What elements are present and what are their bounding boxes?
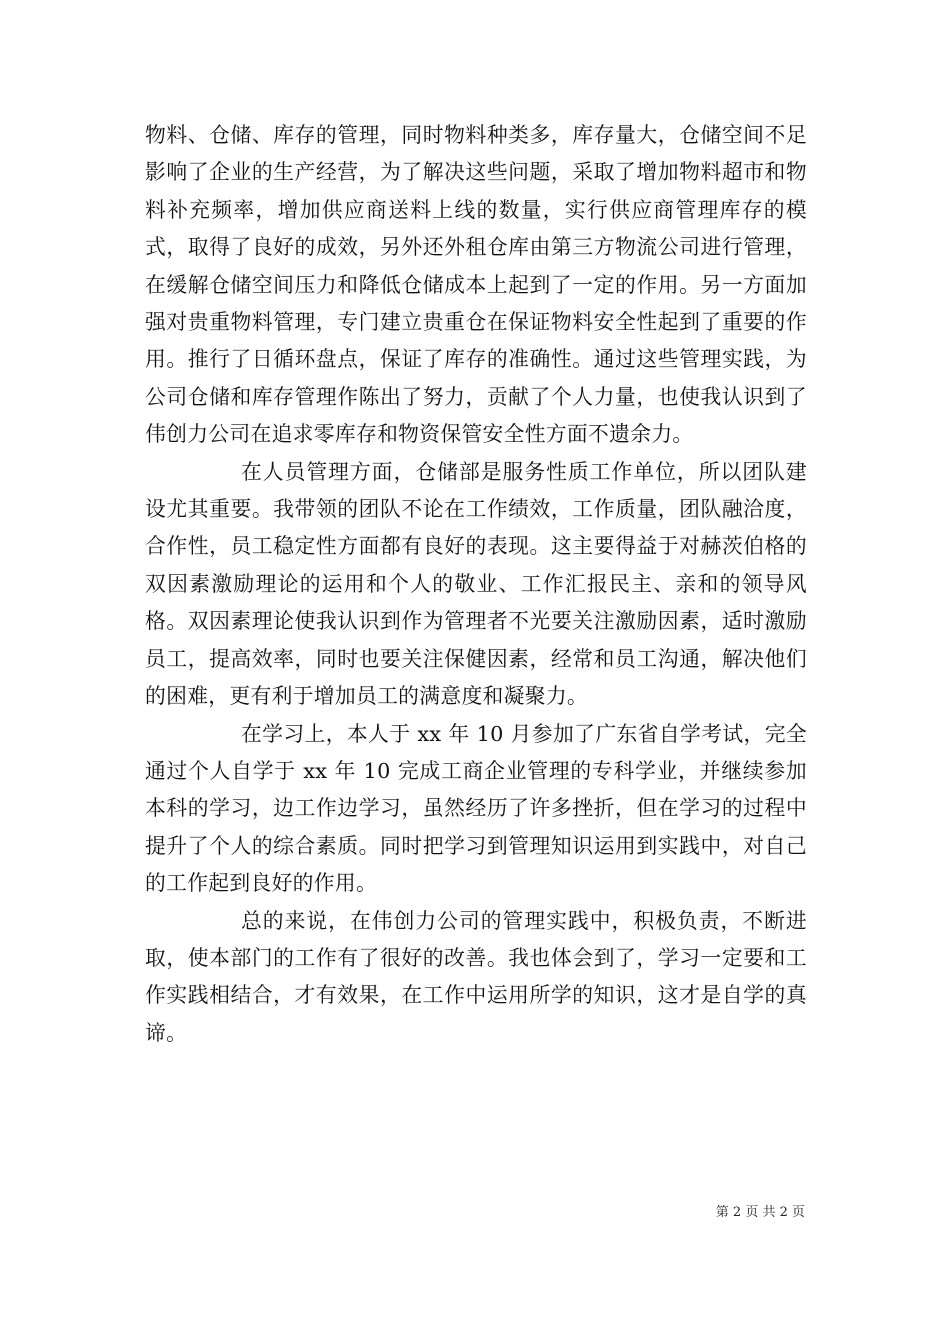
paragraph-summary: 总的来说，在伟创力公司的管理实践中，积极负责，不断进取，使本部门的工作有了很好的改善。我也体会到了，学习一定要和工作实践相结合，才有效果，在工作中运用所学的知识，这才是自学的真谛。	[145, 908, 807, 1045]
document-body	[145, 117, 807, 1052]
paragraph-personnel-management: 在人员管理方面，仓储部是服务性质工作单位，所以团队建设尤其重要。我带领的团队不论在工作绩效，工作质量，团队融洽度，合作性，员工稳定性方面都有良好的表现。这主要得益于对赫茨伯格的双因素激励理论的运用和个人的敬业、工作汇报民主、亲和的领导风格。双因素理论使我认识到作为管理者不光要关注激励因素，适时激励员工，提高效率，同时也要关注保健因素，经常和员工沟通，解决他们的困难，更有利于增加员工的满意度和凝聚力。	[145, 459, 807, 709]
page-number-footer: 第 2 页 共 2 页	[715, 1205, 805, 1220]
paragraph-study: 在学习上，本人于 xx 年 10 月参加了广东省自学考试，完全通过个人自学于 xx 年 10 完成工商企业管理的专科学业，并继续参加本科的学习，边工作边学习，虽然经历了许多挫折，但在学习的过程中提升了个人的综合素质。同时把学习到管理知识运用到实践中，对自己的工作起到良好的作用。	[145, 721, 807, 896]
paragraph-inventory-management: 物料、仓储、库存的管理，同时物料种类多，库存量大，仓储空间不足影响了企业的生产经营，为了解决这些问题，采取了增加物料超市和物料补充频率，增加供应商送料上线的数量，实行供应商管理库存的模式，取得了良好的成效，另外还外租仓库由第三方物流公司进行管理，在缓解仓储空间压力和降低仓储成本上起到了一定的作用。另一方面加强对贵重物料管理，专门建立贵重仓在保证物料安全性起到了重要的作用。推行了日循环盘点，保证了库存的准确性。通过这些管理实践，为公司仓储和库存管理作陈出了努力，贡献了个人力量，也使我认识到了伟创力公司在追求零库存和物资保管安全性方面不遗余力。	[145, 123, 807, 447]
